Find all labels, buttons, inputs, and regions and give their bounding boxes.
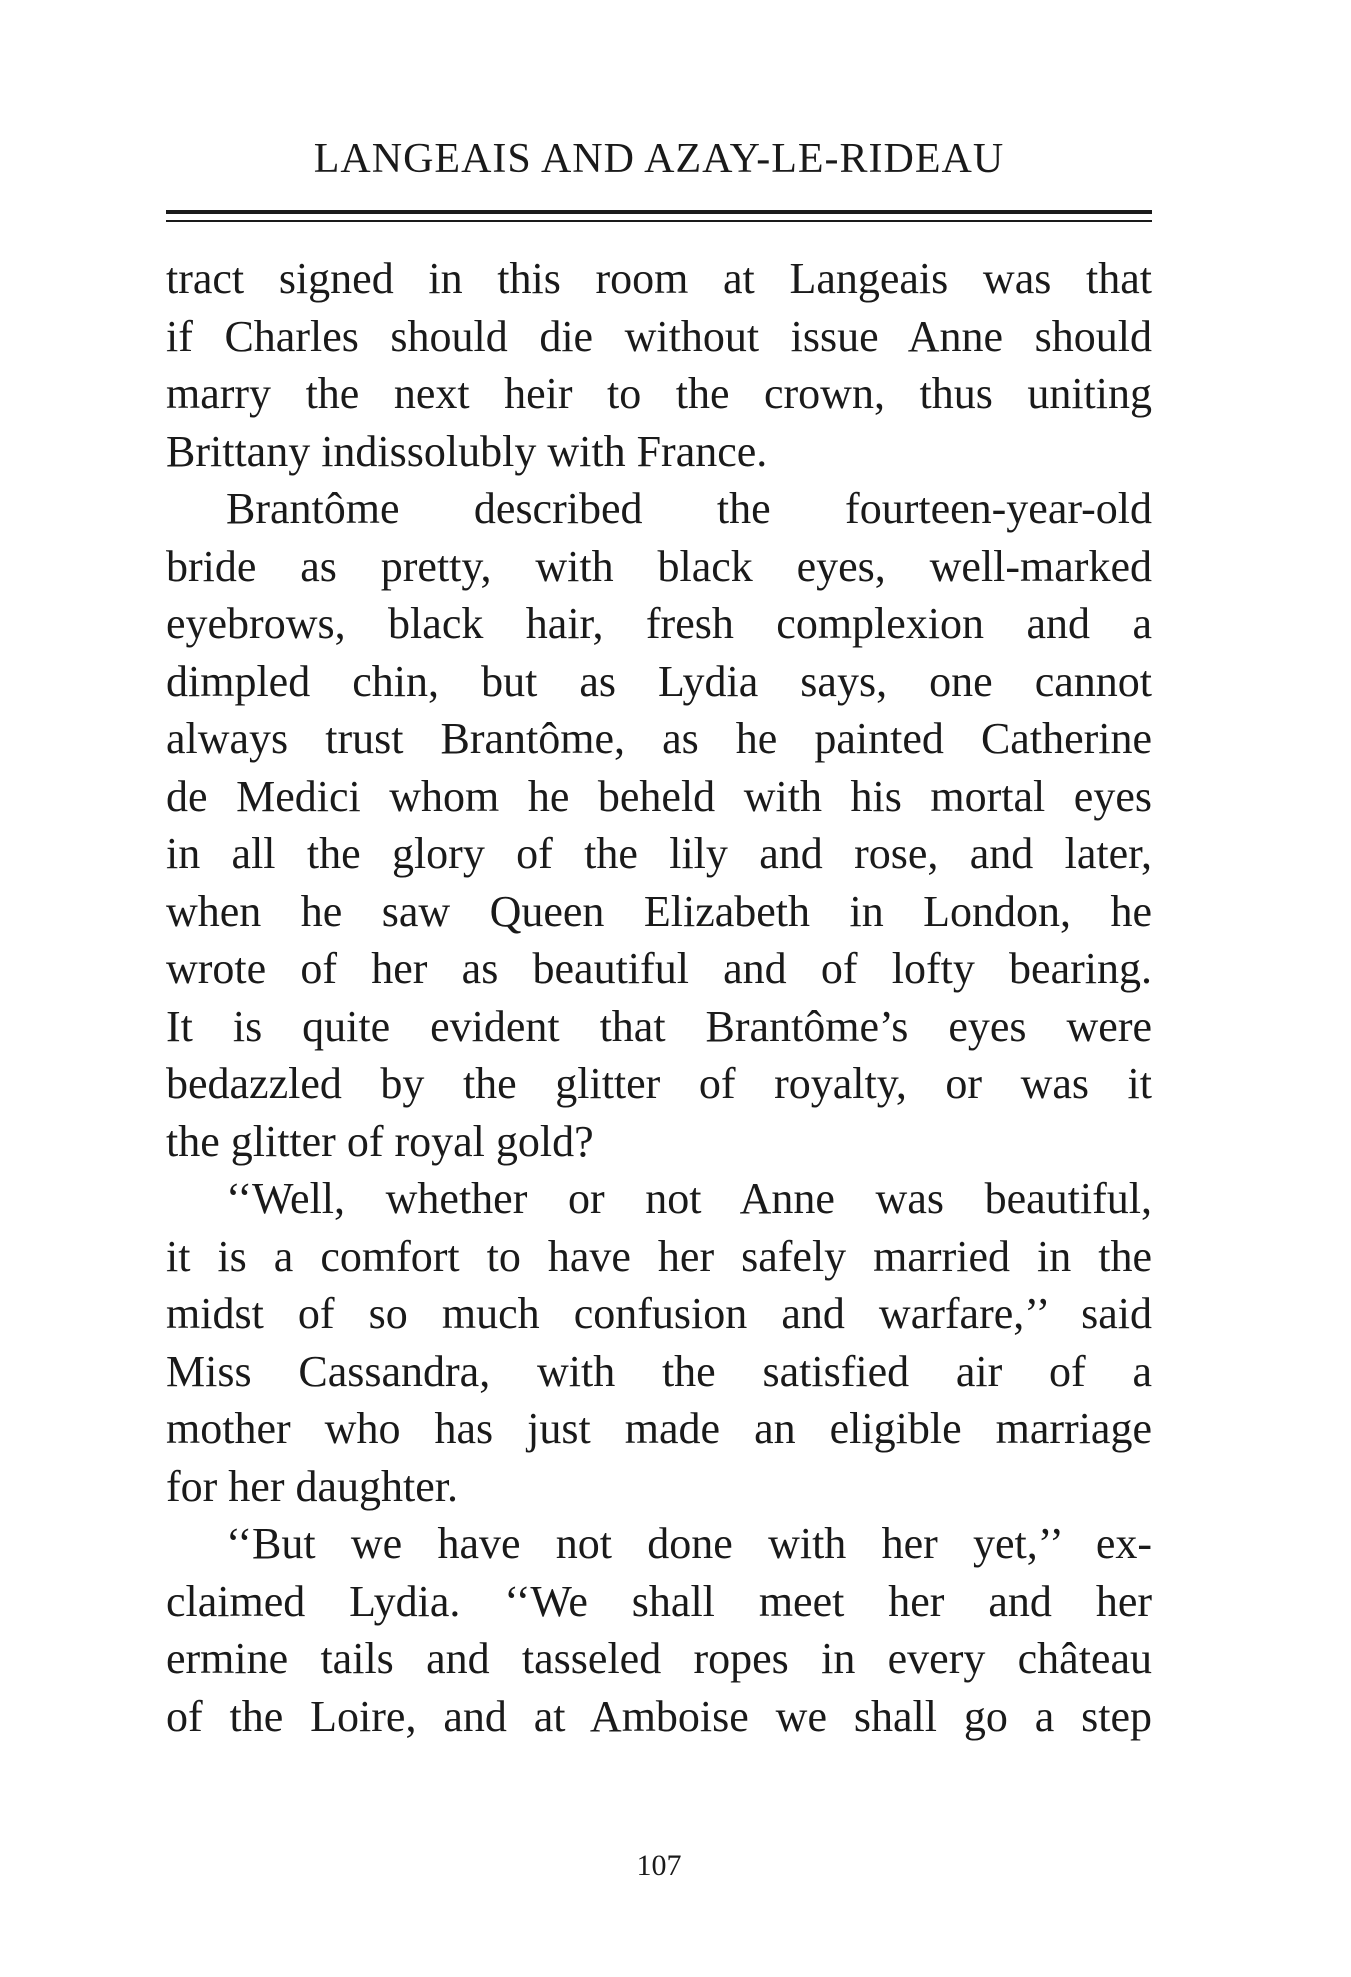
text-line: ‘‘Well, whether or not Anne was beautiful,: [226, 1174, 1152, 1223]
running-header: LANGEAIS AND AZAY-LE-RIDEAU: [313, 136, 1005, 182]
paragraph: [166, 1170, 1152, 1515]
text-line: in all the glory of the lily and rose, and later,: [166, 829, 1152, 878]
page-number: 107: [636, 1849, 682, 1882]
text-line: Brantôme described the fourteen-year-old: [226, 484, 1152, 533]
text-line: for her daughter.: [166, 1461, 458, 1511]
text-line: bedazzled by the glitter of royalty, or was it: [166, 1059, 1152, 1108]
text-line: wrote of her as beautiful and of lofty bearing.: [166, 944, 1152, 993]
text-line: of the Loire, and at Amboise we shall go a step: [166, 1691, 1152, 1741]
text-line: when he saw Queen Elizabeth in London, he: [166, 886, 1152, 936]
body-text: [166, 250, 1152, 1745]
text-line: bride as pretty, with black eyes, well-marked: [166, 541, 1152, 591]
text-line: dimpled chin, but as Lydia says, one cannot: [166, 656, 1152, 706]
text-line: de Medici whom he beheld with his mortal eyes: [166, 771, 1152, 821]
text-line: mother who has just made an eligible marriage: [166, 1404, 1152, 1453]
text-line: ‘‘But we have not done with her yet,’’ ex-: [226, 1519, 1152, 1568]
text-line: claimed Lydia. ‘‘We shall meet her and her: [166, 1576, 1152, 1626]
header-rule-thin: [166, 220, 1152, 222]
text-line: midst of so much confusion and warfare,’’ said: [166, 1289, 1152, 1338]
text-line: if Charles should die without issue Anne should: [166, 311, 1152, 361]
text-line: always trust Brantôme, as he painted Catherine: [166, 714, 1152, 763]
text-line: marry the next heir to the crown, thus uniting: [166, 369, 1152, 418]
text-line: the glitter of royal gold?: [166, 1116, 594, 1166]
paragraph: [166, 250, 1152, 480]
text-line: It is quite evident that Brantôme’s eyes were: [166, 1001, 1152, 1051]
text-line: ermine tails and tasseled ropes in every château: [166, 1634, 1152, 1683]
paragraph: [166, 480, 1152, 1170]
paragraph: [166, 1515, 1152, 1745]
text-line: it is a comfort to have her safely married in the: [166, 1231, 1152, 1281]
header-rule-thick: [166, 210, 1152, 214]
text-line: Miss Cassandra, with the satisfied air of a: [166, 1346, 1152, 1396]
text-line: eyebrows, black hair, fresh complexion and a: [166, 599, 1152, 648]
text-line: Brittany indissolubly with France.: [166, 426, 768, 476]
text-line: tract signed in this room at Langeais was that: [166, 254, 1152, 303]
